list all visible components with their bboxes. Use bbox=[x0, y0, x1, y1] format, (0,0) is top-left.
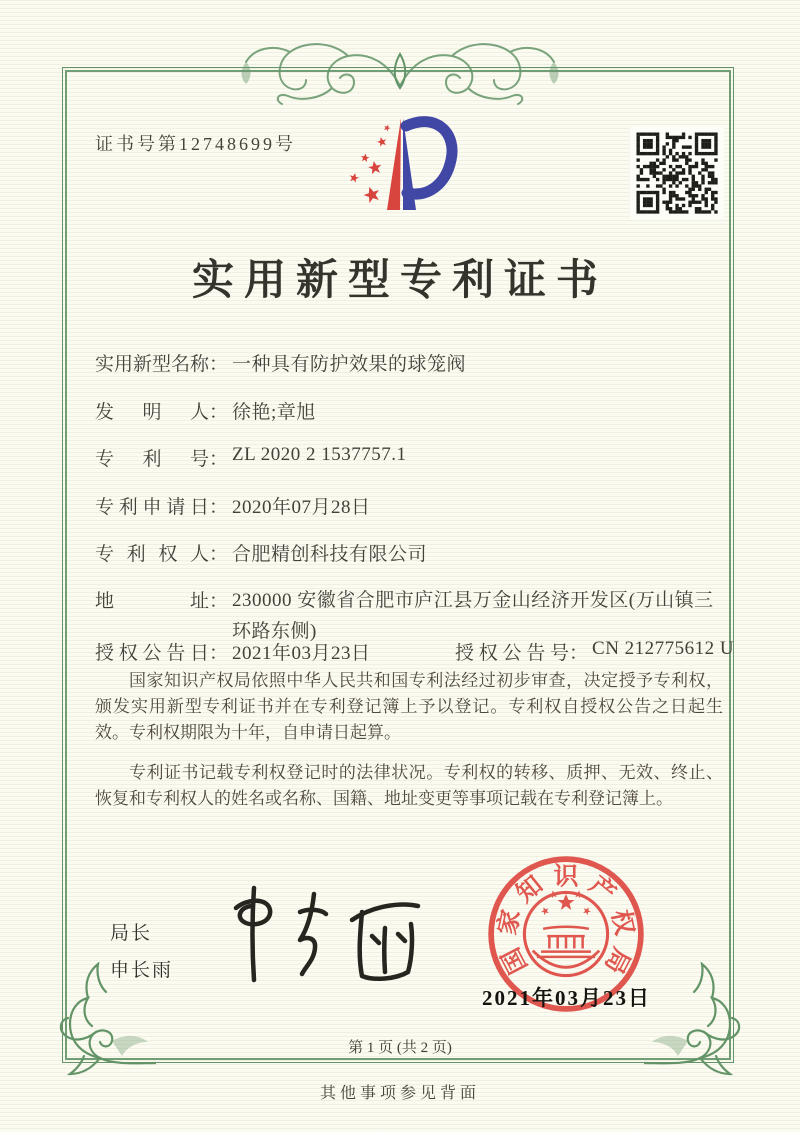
paragraph-register-statement: 专利证书记载专利权登记时的法律状况。专利权的转移、质押、无效、终止、恢复和专利权人的姓名或名称、国籍、地址变更等事项记载在专利登记簿上。 bbox=[95, 763, 723, 808]
page-number: 第 1 页 (共 2 页) bbox=[348, 1040, 452, 1056]
svg-text:知: 知 bbox=[511, 871, 549, 908]
field-colon: ： bbox=[209, 544, 229, 565]
field-colon: ： bbox=[209, 497, 229, 518]
field-row-inventor bbox=[95, 397, 735, 424]
grant-number-pair bbox=[455, 638, 734, 665]
field-label: 授权公告日 bbox=[95, 643, 209, 664]
seal-date: 2021年03月23日 bbox=[482, 986, 651, 1010]
certificate-title: 实用新型专利证书 bbox=[191, 258, 608, 304]
field-row-patent-no bbox=[95, 444, 735, 471]
svg-text:国: 国 bbox=[497, 943, 533, 978]
certificate-number: 证书号第12748699号 bbox=[95, 134, 296, 154]
svg-text:局: 局 bbox=[599, 943, 635, 978]
svg-text:权: 权 bbox=[606, 907, 638, 938]
signer-role: 局长 bbox=[110, 923, 153, 944]
logo-stars-icon bbox=[348, 124, 391, 204]
field-row-filing-date bbox=[95, 492, 735, 519]
field-value: ZL 2020 2 1537757.1 bbox=[232, 444, 407, 465]
qr-code bbox=[630, 126, 724, 220]
field-colon: ： bbox=[569, 643, 589, 664]
field-value: 徐艳;章旭 bbox=[232, 402, 316, 423]
svg-text:家: 家 bbox=[494, 907, 526, 938]
field-value: 2021年03月23日 bbox=[232, 643, 371, 664]
field-label: 专利号 bbox=[95, 449, 209, 470]
legal-paragraphs bbox=[95, 668, 723, 826]
field-label: 专利申请日 bbox=[95, 497, 209, 518]
field-value: 2020年07月28日 bbox=[232, 497, 371, 518]
field-value: 合肥精创科技有限公司 bbox=[232, 544, 428, 565]
field-label: 地址 bbox=[95, 591, 209, 612]
back-note: 其他事项参见背面 bbox=[319, 1085, 480, 1102]
field-value: CN 212775612 U bbox=[592, 638, 735, 659]
field-label: 实用新型名称 bbox=[95, 354, 210, 375]
handwritten-signature-icon bbox=[210, 876, 440, 991]
cnipa-logo-icon bbox=[325, 106, 475, 226]
field-colon: ： bbox=[209, 591, 229, 612]
svg-text:产: 产 bbox=[583, 871, 621, 908]
field-value: 一种具有防护效果的球笼阀 bbox=[232, 354, 467, 375]
field-label: 专利权人 bbox=[95, 544, 209, 565]
field-colon: ： bbox=[209, 402, 229, 423]
field-value: 230000 安徽省合肥市庐江县万金山经济开发区(万山镇三环路东侧) bbox=[232, 590, 714, 642]
field-label: 授权公告号 bbox=[455, 643, 569, 664]
svg-text:识: 识 bbox=[553, 863, 579, 891]
field-label: 发明人 bbox=[95, 402, 209, 423]
field-row-grant bbox=[95, 638, 735, 665]
field-row-name bbox=[95, 349, 735, 376]
seal-emblem-icon bbox=[524, 890, 607, 976]
paragraph-grant-statement: 国家知识产权局依照中华人民共和国专利法经过初步审查，决定授予专利权，颁发实用新型专利证书并在专利登记簿上予以登记。专利权自授权公告之日起生效。专利权期限为十年，自申请日起算。 bbox=[95, 671, 723, 742]
field-colon: ： bbox=[209, 354, 229, 375]
signer-name: 申长雨 bbox=[110, 960, 174, 981]
field-colon: ： bbox=[209, 643, 229, 664]
field-row-patentee bbox=[95, 539, 735, 566]
field-colon: ： bbox=[209, 449, 229, 470]
